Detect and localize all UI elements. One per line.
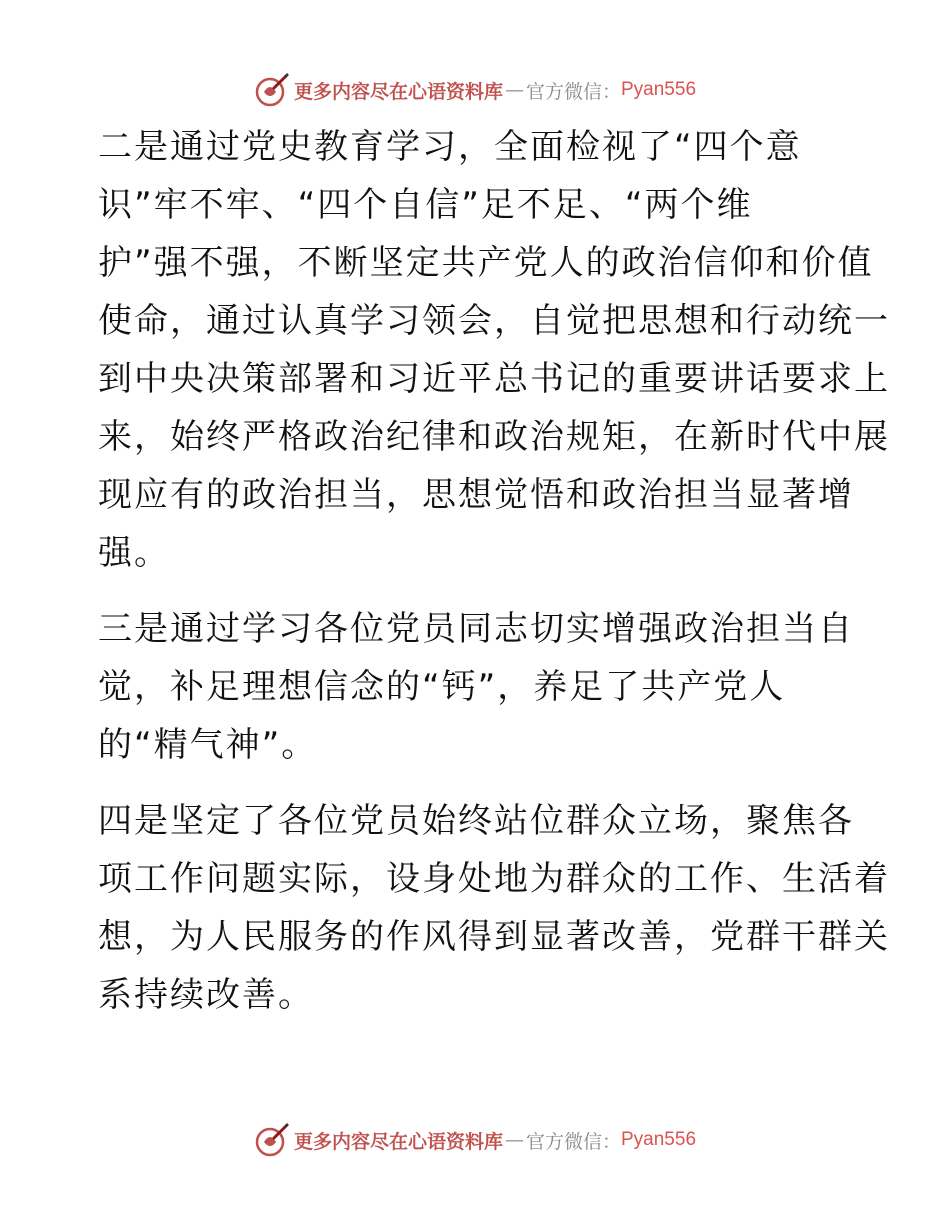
text-line: 来，始终严格政治纪律和政治规矩，在新时代中展 [98, 417, 890, 457]
footer-watermark [0, 1120, 950, 1160]
text-line: 系持续改善。 [98, 975, 314, 1015]
text-line: 使命，通过认真学习领会，自觉把思想和行动统一 [98, 301, 890, 341]
watermark-official-label: 官方微信： [525, 1130, 621, 1153]
text-line: 到中央决策部署和习近平总书记的重要讲话要求上 [98, 359, 890, 399]
text-line: 强。 [98, 533, 170, 573]
text-line: 识”牢不牢、“四个自信”足不足、“两个维 [98, 185, 753, 225]
watermark-main-text: 更多内容尽在心语资料库 [293, 80, 503, 103]
watermark-main-text: 更多内容尽在心语资料库 [293, 1130, 503, 1153]
heart-pen-logo-icon [254, 1122, 290, 1158]
watermark-official-label: 官方微信： [525, 80, 621, 103]
text-line: 三是通过学习各位党员同志切实增强政治担当自 [98, 609, 854, 649]
paragraph-two [98, 118, 890, 582]
text-line: 的“精气神”。 [98, 725, 318, 765]
watermark-wechat-id: Pyan556 [621, 79, 697, 100]
text-line: 护”强不强，不断坚定共产党人的政治信仰和价值 [98, 243, 874, 283]
heart-pen-logo-icon [254, 72, 290, 108]
document-body [98, 118, 890, 1042]
text-line: 觉，补足理想信念的“钙”，养足了共产党人 [98, 667, 786, 707]
paragraph-four [98, 792, 890, 1024]
watermark-separator: — [504, 1129, 524, 1151]
text-line: 二是通过党史教育学习，全面检视了“四个意 [98, 127, 802, 167]
text-line: 想，为人民服务的作风得到显著改善，党群干群关 [98, 917, 890, 957]
text-line: 四是坚定了各位党员始终站位群众立场，聚焦各 [98, 801, 854, 841]
text-line: 现应有的政治担当，思想觉悟和政治担当显著增 [98, 475, 854, 515]
header-watermark [0, 70, 950, 110]
watermark-wechat-id: Pyan556 [621, 1129, 697, 1150]
paragraph-three [98, 600, 858, 774]
watermark-separator: — [504, 79, 524, 101]
text-line: 项工作问题实际，设身处地为群众的工作、生活着 [98, 859, 890, 899]
